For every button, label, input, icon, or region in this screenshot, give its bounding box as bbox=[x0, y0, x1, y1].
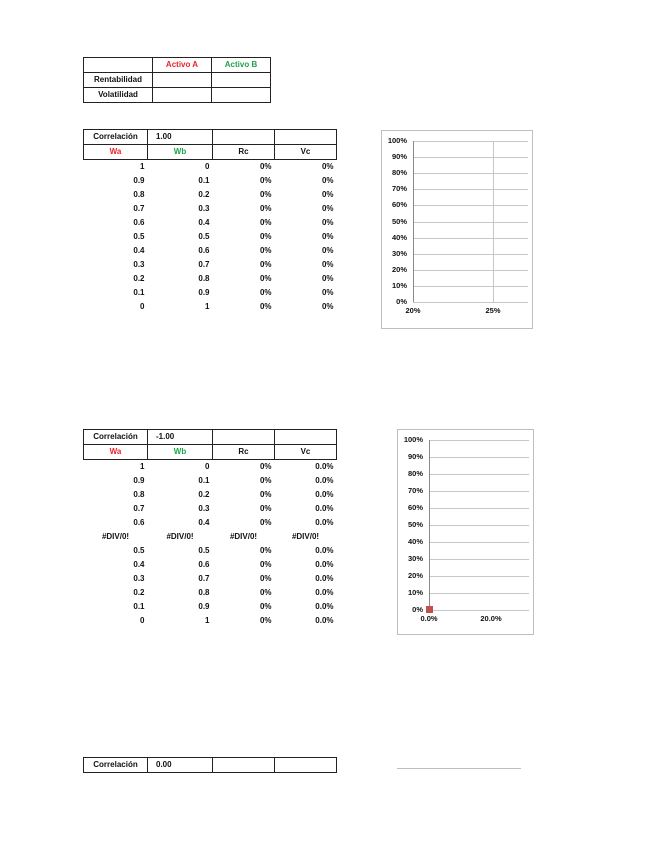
block2-cell-vc: 0.0% bbox=[315, 616, 334, 625]
block1-cell-wa: 0.8 bbox=[133, 190, 145, 199]
block1-cell-wa: 0.6 bbox=[133, 218, 145, 227]
rentabilidad-b-cell[interactable] bbox=[212, 73, 271, 88]
block1-row bbox=[84, 216, 337, 230]
block1-row bbox=[84, 258, 337, 272]
block2-cell-wb: 1 bbox=[205, 616, 210, 625]
block1-cell-wb: 0.7 bbox=[198, 260, 210, 269]
data-point bbox=[426, 606, 433, 613]
block1-cell-wa: 0 bbox=[140, 302, 145, 311]
chart-1 bbox=[381, 130, 521, 330]
block1-cell-rc: 0% bbox=[259, 190, 272, 199]
block2-cell-wa: 0.1 bbox=[133, 602, 145, 611]
block1-cell-wa: 0.9 bbox=[133, 176, 145, 185]
block2-row bbox=[84, 614, 337, 628]
x-tick-label: 20% bbox=[405, 306, 421, 315]
block1-cell-rc: 0% bbox=[259, 232, 272, 241]
block2-row bbox=[84, 488, 337, 502]
block2-cell-wa: 0.8 bbox=[133, 490, 145, 499]
gridline bbox=[429, 474, 529, 475]
block2-row bbox=[84, 516, 337, 530]
portfolio-table-3 bbox=[83, 757, 337, 773]
block2-cell-rc: 0% bbox=[259, 490, 272, 499]
block1-cell-vc: 0% bbox=[321, 204, 334, 213]
block1-row bbox=[84, 160, 337, 175]
y-tick-label: 40% bbox=[407, 537, 423, 546]
y-axis bbox=[429, 440, 430, 610]
block2-row bbox=[84, 544, 337, 558]
y-tick-label: 0% bbox=[412, 605, 423, 614]
gridline bbox=[429, 576, 529, 577]
y-tick-label: 20% bbox=[391, 264, 407, 274]
block1-cell-vc: 0% bbox=[321, 246, 334, 255]
y-tick-label: 80% bbox=[391, 168, 407, 178]
y-tick-label: 60% bbox=[391, 200, 407, 210]
volatilidad-b-cell[interactable] bbox=[212, 88, 271, 103]
block2-row bbox=[84, 586, 337, 600]
block1-cell-vc: 0% bbox=[321, 218, 334, 227]
block1-cell-wa: 0.3 bbox=[133, 260, 145, 269]
block2-cell-wa: 0.4 bbox=[133, 560, 145, 569]
corr-empty-3b bbox=[275, 758, 337, 773]
block2-cell-rc: 0% bbox=[259, 504, 272, 513]
block1-row bbox=[84, 202, 337, 216]
block2-cell-rc: 0% bbox=[259, 518, 272, 527]
header-activo-a: Activo A bbox=[153, 58, 212, 73]
y-axis bbox=[413, 141, 414, 302]
gridline bbox=[413, 238, 528, 239]
block2-row bbox=[84, 474, 337, 488]
block2-cell-wb: 0.1 bbox=[198, 476, 210, 485]
block1-cell-vc: 0% bbox=[321, 302, 334, 311]
block1-cell-vc: 0% bbox=[321, 176, 334, 185]
chart-2 bbox=[397, 429, 521, 635]
block1-cell-wb: 1 bbox=[205, 302, 210, 311]
block2-cell-vc: 0.0% bbox=[315, 602, 334, 611]
block2-cell-vc: 0.0% bbox=[315, 490, 334, 499]
gridline bbox=[413, 157, 528, 158]
block1-row bbox=[84, 230, 337, 244]
block1-row bbox=[84, 244, 337, 258]
block1-cell-wa: 0.1 bbox=[133, 288, 145, 297]
y-tick-label: 90% bbox=[407, 452, 423, 461]
block2-cell-rc: #DIV/0! bbox=[229, 532, 258, 541]
gridline bbox=[429, 525, 529, 526]
y-tick-label: 60% bbox=[407, 503, 423, 512]
block2-row bbox=[84, 572, 337, 586]
block1-cell-rc: 0% bbox=[259, 176, 272, 185]
block2-cell-wb: 0.8 bbox=[198, 588, 210, 597]
x-tick-label: 0.0% bbox=[420, 614, 438, 623]
block1-row bbox=[84, 272, 337, 286]
block2-row bbox=[84, 600, 337, 614]
block2-cell-vc: 0.0% bbox=[315, 560, 334, 569]
block2-row bbox=[84, 530, 337, 544]
block1-cell-vc: 0% bbox=[321, 274, 334, 283]
gridline bbox=[413, 141, 528, 142]
block1-cell-wa: 0.5 bbox=[133, 232, 145, 241]
block2-cell-rc: 0% bbox=[259, 616, 272, 625]
y-tick-label: 10% bbox=[391, 280, 407, 290]
header-rc-1: Rc bbox=[213, 145, 275, 160]
y-tick-label: 0% bbox=[396, 297, 407, 306]
y-tick-label: 50% bbox=[391, 216, 407, 226]
row-label-rentabilidad: Rentabilidad bbox=[84, 73, 153, 88]
gridline bbox=[413, 189, 528, 190]
header-wa-1: Wa bbox=[84, 145, 148, 160]
y-tick-label: 50% bbox=[407, 520, 423, 529]
block2-cell-rc: 0% bbox=[259, 588, 272, 597]
corr-label-1: Correlación bbox=[84, 130, 148, 145]
corr-empty-3a bbox=[213, 758, 275, 773]
rows-1 bbox=[84, 160, 337, 315]
block2-row bbox=[84, 460, 337, 475]
block1-cell-vc: 0% bbox=[321, 232, 334, 241]
block1-cell-vc: 0% bbox=[321, 162, 334, 171]
block2-cell-rc: 0% bbox=[259, 476, 272, 485]
gridline bbox=[413, 205, 528, 206]
corr-label-3: Correlación bbox=[84, 758, 148, 773]
block1-cell-wa: 0.7 bbox=[133, 204, 145, 213]
y-tick-label: 10% bbox=[407, 588, 423, 597]
block2-cell-vc: 0.0% bbox=[315, 546, 334, 555]
block2-cell-vc: 0.0% bbox=[315, 574, 334, 583]
block2-cell-wb: #DIV/0! bbox=[166, 532, 194, 541]
block1-cell-rc: 0% bbox=[259, 204, 272, 213]
y-tick-label: 30% bbox=[391, 248, 407, 258]
block1-cell-wb: 0 bbox=[205, 162, 210, 171]
block2-cell-vc: 0.0% bbox=[315, 476, 334, 485]
block1-cell-rc: 0% bbox=[259, 260, 272, 269]
block2-cell-vc: 0.0% bbox=[315, 588, 334, 597]
corr-empty-2a bbox=[213, 430, 275, 445]
corr-label-2: Correlación bbox=[84, 430, 148, 445]
y-tick-label: 100% bbox=[387, 136, 407, 145]
block2-row bbox=[84, 558, 337, 572]
block2-cell-vc: #DIV/0! bbox=[291, 532, 320, 541]
block1-cell-wb: 0.5 bbox=[198, 232, 210, 241]
block2-cell-wa: 0.5 bbox=[133, 546, 145, 555]
gridline bbox=[429, 559, 529, 560]
block1-cell-wb: 0.6 bbox=[198, 246, 210, 255]
x-tick-label: 25% bbox=[485, 306, 501, 315]
block2-cell-wb: 0.4 bbox=[198, 518, 210, 527]
gridline bbox=[413, 270, 528, 271]
block1-cell-wb: 0.2 bbox=[198, 190, 210, 199]
block1-cell-wb: 0.8 bbox=[198, 274, 210, 283]
portfolio-table-2 bbox=[83, 429, 337, 628]
block2-cell-vc: 0.0% bbox=[315, 462, 334, 471]
block2-cell-wb: 0.6 bbox=[198, 560, 210, 569]
block2-cell-wa: 0.7 bbox=[133, 504, 145, 513]
block1-cell-wb: 0.4 bbox=[198, 218, 210, 227]
corr-value-1[interactable]: 1.00 bbox=[148, 130, 213, 145]
y-tick-label: 30% bbox=[407, 554, 423, 563]
block1-row bbox=[84, 286, 337, 300]
gridline bbox=[413, 286, 528, 287]
block1-row bbox=[84, 300, 337, 314]
block2-cell-vc: 0.0% bbox=[315, 504, 334, 513]
block1-cell-wb: 0.1 bbox=[198, 176, 210, 185]
gridline bbox=[413, 302, 528, 303]
block2-cell-vc: 0.0% bbox=[315, 518, 334, 527]
y-tick-label: 100% bbox=[403, 435, 423, 444]
block2-cell-wb: 0.9 bbox=[198, 602, 210, 611]
header-vc-1: Vc bbox=[275, 145, 337, 160]
y-tick-label: 20% bbox=[407, 571, 423, 580]
block2-cell-wa: 0 bbox=[140, 616, 145, 625]
rentabilidad-a-cell[interactable] bbox=[153, 73, 212, 88]
y-tick-label: 40% bbox=[391, 232, 407, 242]
block1-cell-wb: 0.3 bbox=[198, 204, 210, 213]
y-tick-label: 70% bbox=[407, 486, 423, 495]
y-tick-label: 90% bbox=[391, 152, 407, 162]
header-wa-2: Wa bbox=[84, 445, 148, 460]
gridline bbox=[429, 593, 529, 594]
block2-cell-wb: 0.2 bbox=[198, 490, 210, 499]
gridline bbox=[429, 457, 529, 458]
block1-cell-wa: 0.2 bbox=[133, 274, 145, 283]
block2-cell-wa: 0.6 bbox=[133, 518, 145, 527]
block1-cell-wb: 0.9 bbox=[198, 288, 210, 297]
y-tick-label: 80% bbox=[407, 469, 423, 478]
assets-table bbox=[83, 57, 271, 103]
header-rc-2: Rc bbox=[213, 445, 275, 460]
block2-cell-wa: #DIV/0! bbox=[101, 532, 130, 541]
row-label-volatilidad: Volatilidad bbox=[84, 88, 153, 103]
gridline bbox=[413, 254, 528, 255]
block1-cell-wa: 0.4 bbox=[133, 246, 145, 255]
block1-cell-vc: 0% bbox=[321, 260, 334, 269]
gridline bbox=[429, 508, 529, 509]
block1-cell-rc: 0% bbox=[259, 162, 272, 171]
block1-row bbox=[84, 174, 337, 188]
block2-cell-wb: 0.5 bbox=[198, 546, 210, 555]
block1-cell-rc: 0% bbox=[259, 302, 272, 311]
block2-cell-rc: 0% bbox=[259, 546, 272, 555]
corr-value-3[interactable]: 0.00 bbox=[148, 758, 213, 773]
block2-cell-wa: 0.9 bbox=[133, 476, 145, 485]
gridline bbox=[429, 610, 529, 611]
block2-cell-wa: 0.2 bbox=[133, 588, 145, 597]
block1-cell-vc: 0% bbox=[321, 288, 334, 297]
block1-cell-rc: 0% bbox=[259, 218, 272, 227]
corr-empty-1b bbox=[275, 130, 337, 145]
chart-3-top-border bbox=[397, 768, 521, 769]
header-activo-b: Activo B bbox=[212, 58, 271, 73]
corr-empty-2b bbox=[275, 430, 337, 445]
block2-cell-wa: 1 bbox=[140, 462, 145, 471]
corr-value-2[interactable]: -1.00 bbox=[148, 430, 213, 445]
portfolio-table-1 bbox=[83, 129, 337, 314]
rows-2 bbox=[84, 460, 337, 629]
block2-cell-rc: 0% bbox=[259, 602, 272, 611]
block2-cell-rc: 0% bbox=[259, 462, 272, 471]
gridline bbox=[429, 491, 529, 492]
x-tick-label: 20.0% bbox=[480, 614, 502, 623]
assets-corner bbox=[84, 58, 153, 73]
gridline bbox=[413, 173, 528, 174]
corr-empty-1a bbox=[213, 130, 275, 145]
gridline bbox=[413, 222, 528, 223]
block2-cell-wb: 0.3 bbox=[198, 504, 210, 513]
gridline bbox=[429, 542, 529, 543]
block1-cell-wa: 1 bbox=[140, 162, 145, 171]
block1-cell-rc: 0% bbox=[259, 274, 272, 283]
block2-cell-wb: 0 bbox=[205, 462, 210, 471]
header-wb-2: Wb bbox=[148, 445, 213, 460]
block1-cell-vc: 0% bbox=[321, 190, 334, 199]
block1-row bbox=[84, 188, 337, 202]
block1-cell-rc: 0% bbox=[259, 288, 272, 297]
volatilidad-a-cell[interactable] bbox=[153, 88, 212, 103]
block2-cell-rc: 0% bbox=[259, 574, 272, 583]
block2-cell-wa: 0.3 bbox=[133, 574, 145, 583]
header-wb-1: Wb bbox=[148, 145, 213, 160]
block2-cell-wb: 0.7 bbox=[198, 574, 210, 583]
block2-row bbox=[84, 502, 337, 516]
y-tick-label: 70% bbox=[391, 184, 407, 194]
gridline bbox=[429, 440, 529, 441]
block1-cell-rc: 0% bbox=[259, 246, 272, 255]
block2-cell-rc: 0% bbox=[259, 560, 272, 569]
header-vc-2: Vc bbox=[275, 445, 337, 460]
v-gridline bbox=[493, 141, 494, 302]
